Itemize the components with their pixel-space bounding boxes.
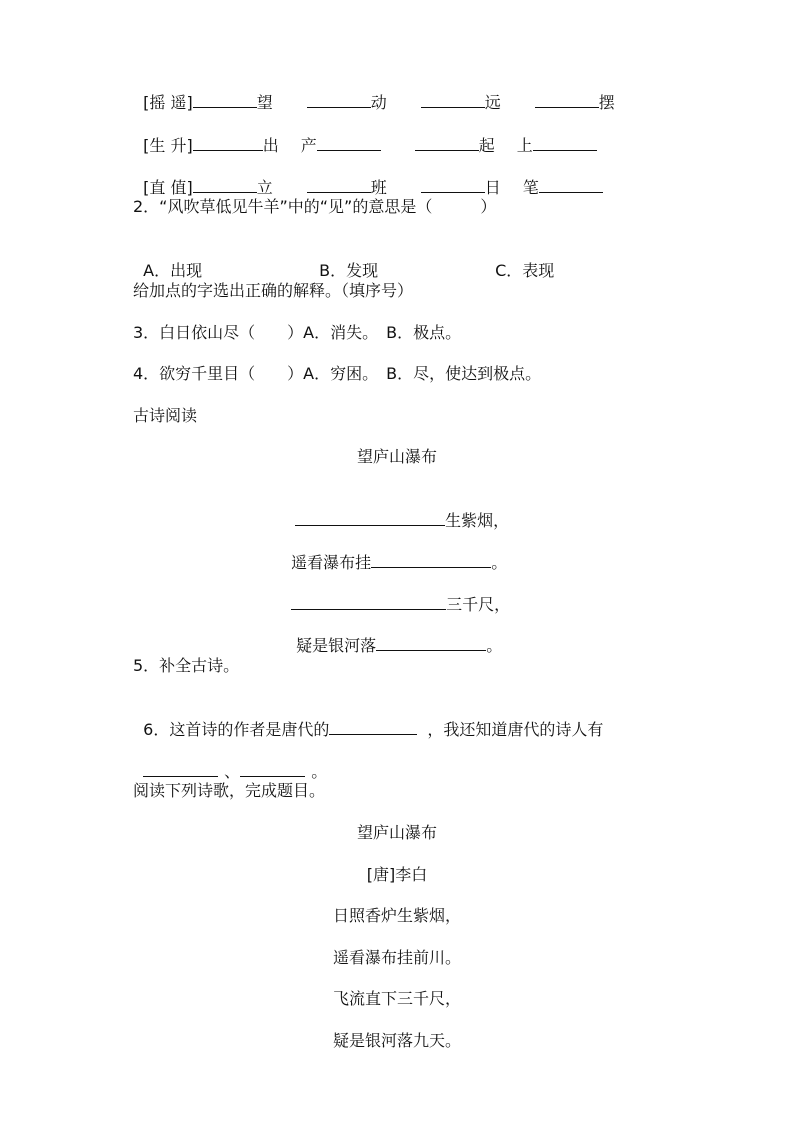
poem2-title: 望庐山瀑布 xyxy=(356,823,437,842)
question-5: 5．补全古诗。 xyxy=(133,656,240,675)
question-6-cont xyxy=(133,739,328,781)
question-3: 3．白日依山尽（ ）A．消失。 B．极点。 xyxy=(133,323,462,342)
poem-text: 生紫烟， xyxy=(445,511,510,530)
q6-text: 6．这首诗的作者是唐代的 xyxy=(143,720,330,739)
char: 班 xyxy=(370,178,387,197)
question-2-options xyxy=(133,238,555,280)
poem-blank[interactable] xyxy=(376,636,486,651)
char: 上 xyxy=(516,136,533,155)
bracket-chars: [直 值] xyxy=(143,178,193,197)
char: 起 xyxy=(478,136,495,155)
poem1-line-2 xyxy=(281,530,508,572)
poem2-author: [唐]李白 xyxy=(366,865,428,884)
poem1-line-3 xyxy=(281,572,511,614)
bracket-chars: [摇 遥] xyxy=(143,93,193,112)
poem-text: 。 xyxy=(491,553,508,572)
poem2-line-4: 疑是银河落九天。 xyxy=(332,1031,461,1050)
char: 出 xyxy=(262,136,279,155)
blank[interactable] xyxy=(533,136,597,151)
char: 摆 xyxy=(598,93,615,112)
poem-text: 遥看瀑布挂 xyxy=(291,553,372,572)
blank[interactable] xyxy=(317,136,381,151)
q6-text: 、 xyxy=(224,762,241,781)
poet-blank-2[interactable] xyxy=(240,762,305,777)
char: 产 xyxy=(300,136,317,155)
char: 望 xyxy=(256,93,273,112)
q6-text: 。 xyxy=(311,762,328,781)
question-4: 4．欲穷千里目（ ）A．穷困。 B．尽，使达到极点。 xyxy=(133,364,542,383)
word-group-row-3 xyxy=(133,155,603,197)
poem-blank[interactable] xyxy=(295,511,445,526)
bracket-chars: [生 升] xyxy=(143,136,193,155)
poet-blank-1[interactable] xyxy=(143,762,218,777)
option-a[interactable]: A．出现 xyxy=(143,261,203,280)
poem1-line-1 xyxy=(285,488,510,530)
section-title-poem: 古诗阅读 xyxy=(133,406,198,425)
char: 动 xyxy=(370,93,387,112)
char: 笔 xyxy=(522,178,539,197)
char: 远 xyxy=(484,93,501,112)
poem2-line-2: 遥看瀑布挂前川。 xyxy=(332,948,461,967)
char: 立 xyxy=(256,178,273,197)
blank[interactable] xyxy=(535,93,599,108)
blank[interactable] xyxy=(193,136,263,151)
poem-text: 三千尺， xyxy=(446,595,511,614)
poem2-line-3: 飞流直下三千尺， xyxy=(332,989,461,1008)
poem-blank[interactable] xyxy=(371,553,491,568)
poem1-line-4 xyxy=(286,613,503,655)
option-c[interactable]: C．表现 xyxy=(495,261,555,280)
blank[interactable] xyxy=(307,178,371,193)
word-group-row-1 xyxy=(133,70,615,112)
poem-text: 。 xyxy=(486,636,503,655)
author-blank[interactable] xyxy=(329,720,417,735)
word-group-row-2 xyxy=(133,113,597,155)
q6-text: ，我还知道唐代的诗人有 xyxy=(427,720,604,739)
question-6 xyxy=(133,697,604,739)
question-2: 2．“风吹草低见牛羊”中的“见”的意思是（ ） xyxy=(133,197,497,216)
section-title-read: 阅读下列诗歌，完成题目。 xyxy=(133,781,326,800)
poem2-line-1: 日照香炉生紫烟， xyxy=(332,906,461,925)
blank[interactable] xyxy=(421,93,485,108)
blank[interactable] xyxy=(307,93,371,108)
blank[interactable] xyxy=(539,178,603,193)
blank[interactable] xyxy=(193,178,257,193)
blank[interactable] xyxy=(193,93,257,108)
poem1-title: 望庐山瀑布 xyxy=(356,447,437,466)
blank[interactable] xyxy=(421,178,485,193)
char: 日 xyxy=(484,178,501,197)
poem-blank[interactable] xyxy=(291,595,446,610)
blank[interactable] xyxy=(415,136,479,151)
instruction-dots: 给加点的字选出正确的解释。（填序号） xyxy=(133,281,414,300)
option-b[interactable]: B．发现 xyxy=(319,261,379,280)
poem-text: 疑是银河落 xyxy=(296,636,377,655)
